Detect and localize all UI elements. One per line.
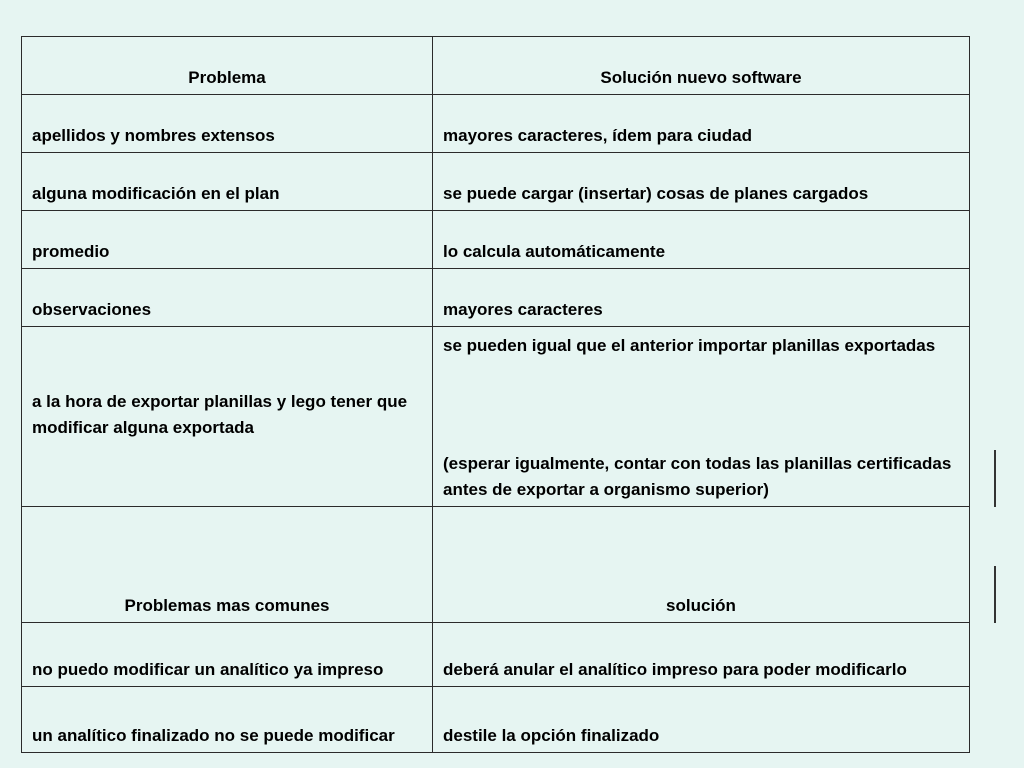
solution-cell: destile la opción finalizado <box>433 687 970 753</box>
problem-cell: apellidos y nombres extensos <box>22 95 433 153</box>
table-row <box>22 327 970 507</box>
table-row <box>22 623 970 687</box>
header-problem: Problema <box>22 37 433 95</box>
solution-cell: se puede cargar (insertar) cosas de planes cargados <box>433 153 970 211</box>
table-row <box>22 95 970 153</box>
table-row <box>22 211 970 269</box>
solution-cell: lo calcula automáticamente <box>433 211 970 269</box>
problem-cell: observaciones <box>22 269 433 327</box>
common-header-row <box>22 507 970 623</box>
problem-cell: promedio <box>22 211 433 269</box>
problem-cell: un analítico finalizado no se puede modificar <box>22 687 433 753</box>
solution-text-bottom: (esperar igualmente, contar con todas las planillas certificadas antes de exportar a organismo superior) <box>443 454 952 499</box>
common-header-solution: solución <box>433 507 970 623</box>
table-row <box>22 687 970 753</box>
solution-cell: mayores caracteres <box>433 269 970 327</box>
header-row <box>22 37 970 95</box>
problem-cell: no puedo modificar un analítico ya impreso <box>22 623 433 687</box>
common-header-problem: Problemas mas comunes <box>22 507 433 623</box>
table-row <box>22 153 970 211</box>
solution-cell <box>433 327 970 507</box>
solution-cell: mayores caracteres, ídem para ciudad <box>433 95 970 153</box>
problem-cell: alguna modificación en el plan <box>22 153 433 211</box>
table-row <box>22 269 970 327</box>
decorative-line-lower <box>994 566 996 623</box>
solution-cell: deberá anular el analítico impreso para poder modificarlo <box>433 623 970 687</box>
problem-cell: a la hora de exportar planillas y lego tener que modificar alguna exportada <box>22 327 433 507</box>
header-solution: Solución nuevo software <box>433 37 970 95</box>
problems-table <box>21 36 970 753</box>
solution-text-top: se pueden igual que el anterior importar planillas exportadas <box>443 336 936 355</box>
decorative-line-upper <box>994 450 996 507</box>
